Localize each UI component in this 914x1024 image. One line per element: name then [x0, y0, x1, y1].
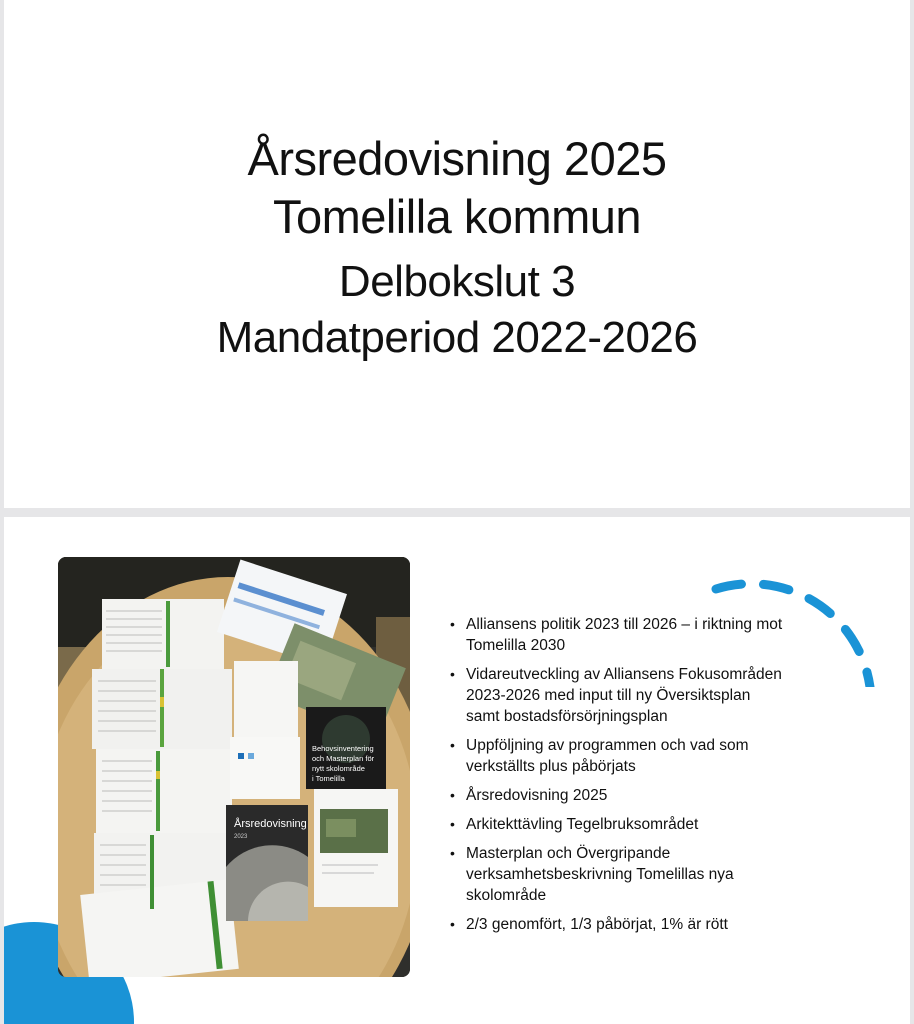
content-slide[interactable]: [4, 517, 910, 1024]
list-item: [448, 843, 858, 906]
svg-text:och Masterplan för: och Masterplan för: [312, 754, 375, 763]
slide-title: [4, 130, 910, 366]
title-line-2: Tomelilla kommun: [272, 190, 642, 243]
documents-photo-illustration: [58, 557, 410, 977]
svg-text:Behovsinventering: Behovsinventering: [312, 744, 374, 753]
title-line-1: Årsredovisning 2025: [247, 132, 667, 185]
bullet-text: Masterplan och Övergripande verksamhetsbeskrivning Tomelillas nya skolområde: [466, 845, 734, 904]
list-item: [448, 914, 858, 935]
bullet-text: 2/3 genomfört, 1/3 påbörjat, 1% är rött: [466, 916, 728, 933]
list-item: [448, 814, 858, 835]
svg-text:Årsredovisning: Årsredovisning: [234, 818, 307, 830]
documents-photo: [58, 557, 410, 977]
bullet-text: Arkitekttävling Tegelbruksområdet: [466, 816, 699, 833]
svg-text:2023: 2023: [234, 834, 248, 840]
svg-text:i Tomelilla: i Tomelilla: [312, 774, 345, 783]
list-item: [448, 614, 858, 656]
list-item: [448, 735, 858, 777]
bullet-text: Uppföljning av programmen och vad som verkställts plus påbörjats: [466, 737, 749, 775]
list-item: [448, 664, 858, 727]
bullet-text: Vidareutveckling av Alliansens Fokusområden 2023-2026 med input till ny Översiktsplan samt bostadsförsörjningsplan: [466, 666, 782, 725]
subtitle-line-1: Delbokslut 3: [338, 257, 576, 306]
subtitle-line-2: Mandatperiod 2022-2026: [216, 313, 698, 362]
bullet-text: Årsredovisning 2025: [466, 787, 608, 804]
svg-text:nytt skolområde: nytt skolområde: [312, 764, 365, 773]
bullet-list: [448, 614, 858, 943]
list-item: [448, 785, 858, 806]
bullet-text: Alliansens politik 2023 till 2026 – i riktning mot Tomelilla 2030: [466, 616, 783, 654]
title-slide[interactable]: [4, 0, 910, 508]
